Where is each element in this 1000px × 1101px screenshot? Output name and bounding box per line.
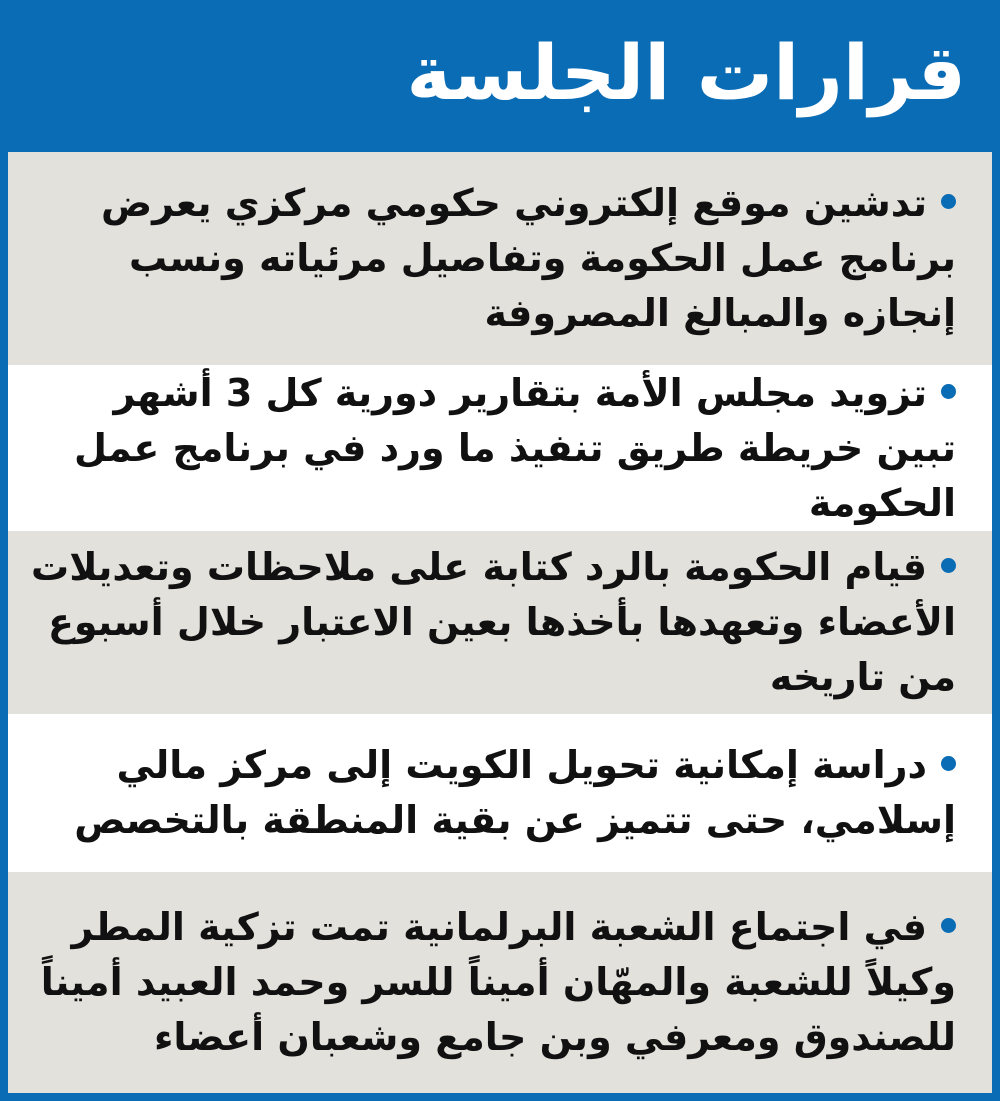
list-item (8, 152, 992, 365)
list-item (8, 872, 992, 1093)
bullet-icon (941, 384, 956, 399)
list-item (8, 531, 992, 714)
item-text: تزويد مجلس الأمة بتقارير دورية كل 3 أشهر تبين خريطة طريق تنفيذ ما ورد في برنامج عمل الحكومة (73, 370, 956, 525)
bullet-icon (941, 918, 956, 933)
item-text: تدشين موقع إلكتروني حكومي مركزي يعرض برنامج عمل الحكومة وتفاصيل مرئياته ونسب إنجازه والمبالغ المصروفة (101, 181, 956, 335)
bullet-icon (941, 558, 956, 573)
bullet-icon (941, 756, 956, 771)
list-item (8, 714, 992, 872)
page-title: قرارات الجلسة (406, 28, 966, 117)
bullet-icon (941, 194, 956, 209)
panel-header (8, 0, 992, 152)
item-text: قيام الحكومة بالرد كتابة على ملاحظات وتعديلات الأعضاء وتعهدها بأخذها بعين الاعتبار خلال أسبوع من تاريخه (31, 545, 956, 699)
item-text: دراسة إمكانية تحويل الكويت إلى مركز مالي إسلامي، حتى تتميز عن بقية المنطقة بالتخصص (74, 743, 956, 842)
decisions-list (8, 152, 992, 1093)
item-text: في اجتماع الشعبة البرلمانية تمت تزكية المطر وكيلاً للشعبة والمهّان أميناً للسر وحمد العبيد أميناً للصندوق ومعرفي وبن جامع وشعبان أعضاء (40, 905, 956, 1059)
list-item (8, 365, 992, 531)
